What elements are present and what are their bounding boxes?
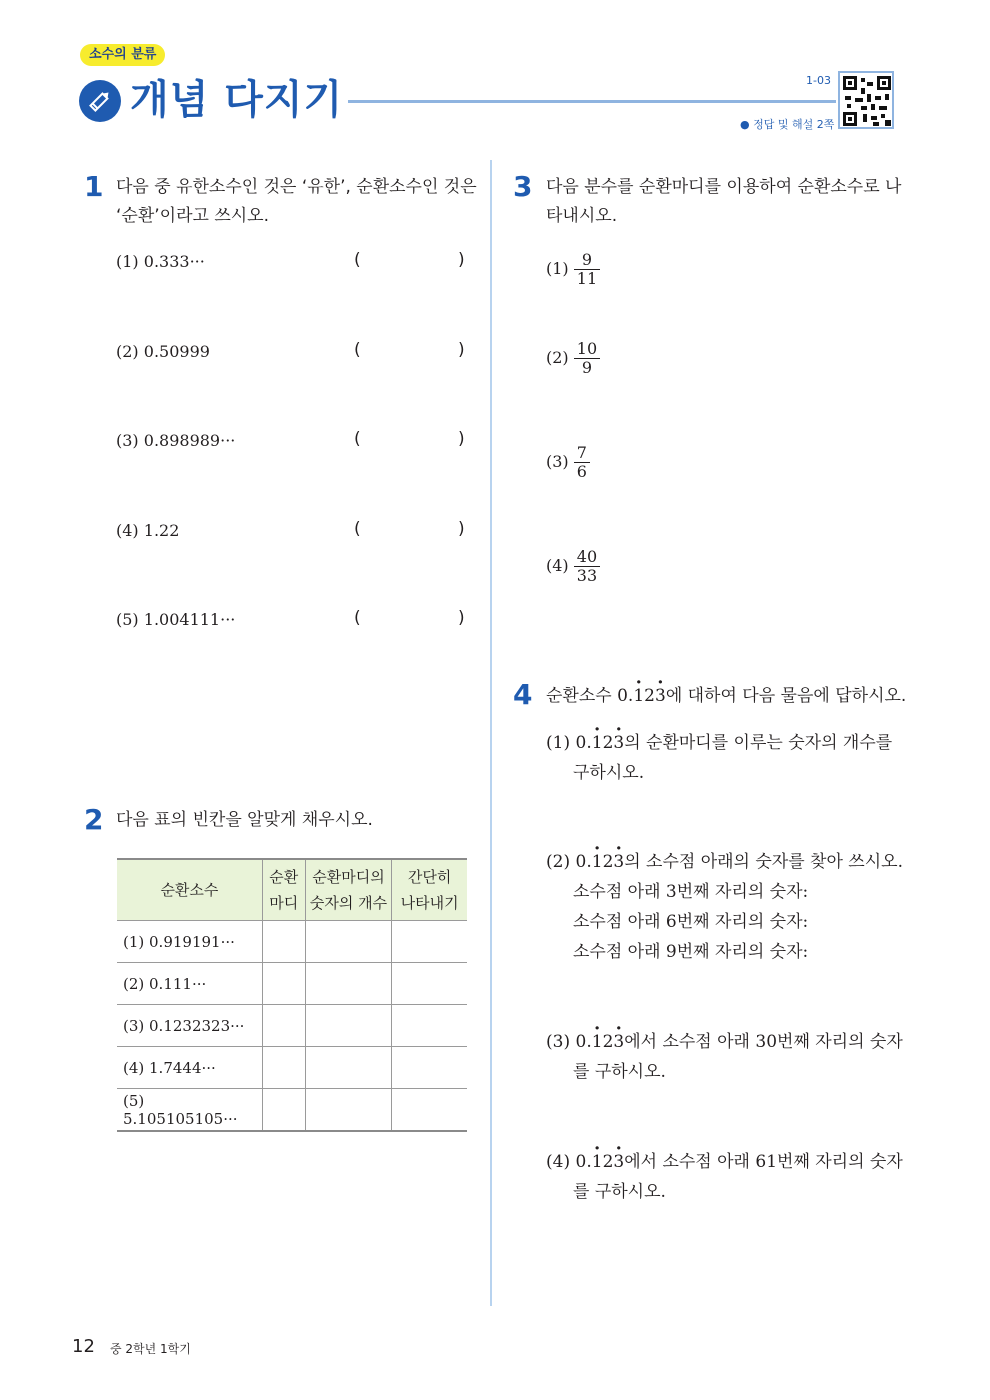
answer-paren-close: ) [458, 340, 465, 360]
problem-4-number: 4 [513, 678, 533, 711]
question-2-sub-6th: 소수점 아래 6번째 자리의 숫자: [573, 912, 809, 932]
problem-1-item-5: (5) 1.004111··· [116, 610, 236, 629]
answer-cell[interactable] [392, 921, 467, 963]
question-2-sub-9th: 소수점 아래 9번째 자리의 숫자: [573, 942, 809, 962]
table-row [117, 963, 467, 1005]
problem-1-item-1: (1) 0.333··· [116, 252, 205, 271]
answer-paren-close: ) [458, 519, 465, 539]
section-tag: 소수의 분류 [80, 44, 165, 66]
book-name: 중 2학년 1학기 [110, 1342, 191, 1356]
answer-cell[interactable] [262, 963, 305, 1005]
problem-4-question-2: (2) 0.· 12· 3의 소수점 아래의 숫자를 찾아 쓰시오. [546, 848, 903, 877]
row-decimal: (1) 0.919191··· [117, 921, 262, 963]
answer-cell[interactable] [305, 1047, 392, 1089]
row-decimal: (5) 5.105105105··· [117, 1089, 262, 1132]
answer-paren-close: ) [458, 608, 465, 628]
problem-1-item-2: (2) 0.50999 [116, 342, 210, 361]
answer-paren-open[interactable]: ( [354, 340, 361, 360]
fill-in-table [117, 858, 467, 1132]
column-divider [490, 160, 492, 1306]
answer-paren-open[interactable]: ( [354, 519, 361, 539]
header-repeating-decimal: 순환소수 [117, 859, 262, 921]
problem-3-number: 3 [513, 170, 533, 203]
answer-cell[interactable] [262, 1089, 305, 1132]
answer-cell[interactable] [392, 1005, 467, 1047]
table-header-row [117, 859, 467, 921]
problem-3-item-3: (3) $\frac{7}{6}$ [546, 444, 590, 481]
answer-cell[interactable] [262, 1047, 305, 1089]
problem-2-number: 2 [84, 803, 104, 836]
problem-4-question-1: (1) 0.· 12· 3의 순환마디를 이루는 숫자의 개수를 [546, 729, 892, 758]
answer-reference: ● 정답 및 해설 2쪽 [740, 118, 835, 131]
answer-paren-open[interactable]: ( [354, 250, 361, 270]
table-row [117, 1047, 467, 1089]
answer-paren-close: ) [458, 429, 465, 449]
table-row [117, 921, 467, 963]
header-period: 순환 마디 [262, 859, 305, 921]
answer-cell[interactable] [392, 963, 467, 1005]
fraction: $\frac{9}{11}$ [574, 251, 600, 288]
problem-3-item-4: (4) $\frac{40}{33}$ [546, 548, 600, 585]
pencil-icon [79, 80, 121, 122]
fraction: $\frac{40}{33}$ [574, 548, 600, 585]
problem-4-question-4: (4) 0.· 12· 3에서 소수점 아래 61번째 자리의 숫자 [546, 1148, 903, 1177]
problem-4-question-1-line2: 구하시오. [573, 763, 645, 783]
question-2-sub-3rd: 소수점 아래 3번째 자리의 숫자: [573, 882, 809, 902]
content-code: 1-03 [806, 74, 831, 87]
header-period-digit-count: 순환마디의 숫자의 개수 [305, 859, 392, 921]
fraction: $\frac{7}{6}$ [574, 444, 590, 481]
problem-4-question-3: (3) 0.· 12· 3에서 소수점 아래 30번째 자리의 숫자 [546, 1028, 903, 1057]
problem-2-text: 다음 표의 빈칸을 알맞게 채우시오. [116, 810, 373, 830]
row-decimal: (4) 1.7444··· [117, 1047, 262, 1089]
problem-1-text-line2: ‘순환’이라고 쓰시오. [116, 206, 269, 226]
problem-3-item-2: (2) $\frac{10}{9}$ [546, 340, 600, 377]
problem-3-text-line1: 다음 분수를 순환마디를 이용하여 순환소수로 나 [546, 177, 902, 197]
problem-4-intro: 순환소수 0.· 12· 3에 대하여 다음 물음에 답하시오. [546, 682, 906, 711]
table-row [117, 1005, 467, 1047]
problem-1-number: 1 [84, 170, 104, 203]
answer-cell[interactable] [262, 921, 305, 963]
answer-cell[interactable] [262, 1005, 305, 1047]
problem-1-text-line1: 다음 중 유한소수인 것은 ‘유한’, 순환소수인 것은 [116, 177, 477, 197]
header-short-notation: 간단히 나타내기 [392, 859, 467, 921]
problem-1-item-4: (4) 1.22 [116, 521, 180, 540]
problem-1-item-3: (3) 0.898989··· [116, 431, 236, 450]
answer-cell[interactable] [392, 1047, 467, 1089]
answer-cell[interactable] [305, 921, 392, 963]
answer-cell[interactable] [305, 963, 392, 1005]
problem-4-question-4-line2: 를 구하시오. [573, 1182, 666, 1202]
page-number: 12 [72, 1336, 95, 1357]
answer-paren-open[interactable]: ( [354, 608, 361, 628]
title-divider [348, 100, 836, 103]
problem-3-item-1: (1) $\frac{9}{11}$ [546, 251, 600, 288]
table-row [117, 1089, 467, 1132]
problem-4-question-3-line2: 를 구하시오. [573, 1062, 666, 1082]
problem-3-text-line2: 타내시오. [546, 206, 618, 226]
qr-code-icon[interactable] [838, 71, 894, 129]
answer-cell[interactable] [392, 1089, 467, 1132]
answer-cell[interactable] [305, 1005, 392, 1047]
row-decimal: (2) 0.111··· [117, 963, 262, 1005]
page-title: 개념 다지기 [130, 77, 344, 123]
answer-paren-open[interactable]: ( [354, 429, 361, 449]
answer-paren-close: ) [458, 250, 465, 270]
fraction: $\frac{10}{9}$ [574, 340, 600, 377]
answer-cell[interactable] [305, 1089, 392, 1132]
row-decimal: (3) 0.1232323··· [117, 1005, 262, 1047]
